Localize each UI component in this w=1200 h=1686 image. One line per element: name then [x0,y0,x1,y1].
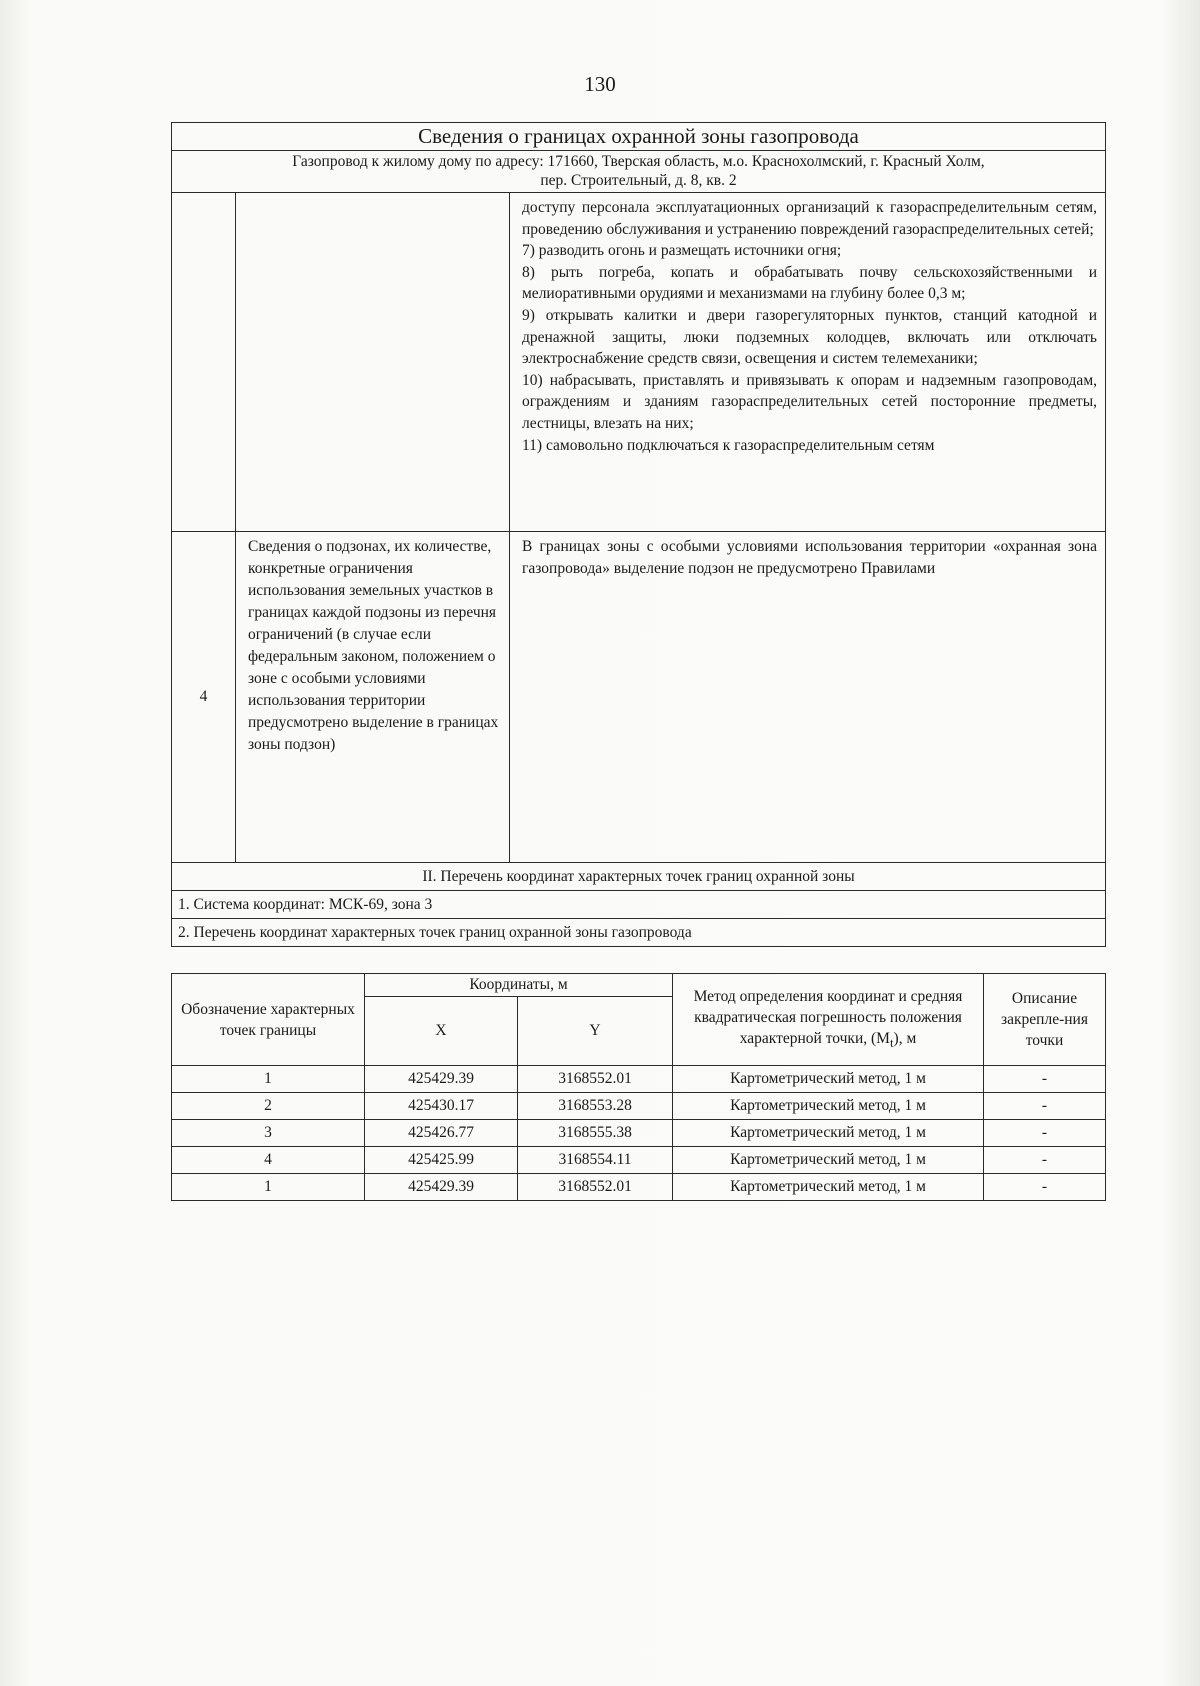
point-id: 1 [172,1174,365,1201]
table-row [172,1093,1106,1120]
page-number: 130 [584,72,616,96]
restrictions-row [172,193,1106,532]
point-method: Картометрический метод, 1 м [673,1093,984,1120]
method-header-tail: ), м [893,1029,917,1047]
point-description: - [984,1147,1106,1174]
point-description: - [984,1093,1106,1120]
method-header-subscript: t [889,1035,894,1051]
method-header-text: Метод определения координат и средняя квадратическая погрешность положения характерной точки, (M [693,987,963,1047]
subzones-row [172,532,1106,863]
table-title: Сведения о границах охранной зоны газопровода [172,123,1106,151]
restriction-item: 11) самовольно подключаться к газораспределительным сетям [522,436,935,454]
col-method-header [673,974,984,1066]
coordinate-system: 1. Система координат: МСК-69, зона 3 [172,891,1106,919]
col-y-header: Y [518,997,673,1066]
point-y: 3168552.01 [518,1174,673,1201]
coordinates-table [171,973,1106,1201]
subzones-label: Сведения о подзонах, их количестве, конкретные ограничения использования земельных участков в границах каждой подзоны из перечня ограничений (в случае если федеральным законом, положением о зоне с особыми условиями использования территории предусмотрено выделение в границах зоны подзон) [236,532,510,863]
point-description: - [984,1120,1106,1147]
table-row [172,1174,1106,1201]
subzones-text: В границах зоны с особыми условиями использования территории «охранная зона газопровода» выделение подзон не предусмотрено Правилами [510,532,1106,863]
restriction-item: 7) разводить огонь и размещать источники огня; [522,242,842,260]
point-description: - [984,1174,1106,1201]
table-row [172,1147,1106,1174]
restrictions-text-cell [510,193,1106,532]
col-description-header: Описание закрепле-ния точки [984,974,1106,1066]
point-x: 425429.39 [365,1174,518,1201]
point-id: 3 [172,1120,365,1147]
point-method: Картометрический метод, 1 м [673,1120,984,1147]
point-y: 3168552.01 [518,1066,673,1093]
point-x: 425425.99 [365,1147,518,1174]
table-row [172,1066,1106,1093]
point-y: 3168555.38 [518,1120,673,1147]
col-coords-header: Координаты, м [365,974,673,997]
row-number: 4 [172,532,236,863]
restrictions-num-cell [172,193,236,532]
restriction-item: доступу персонала эксплуатационных организаций к газораспределительным сетям, проведению обслуживания и устранению повреждений газораспределительных сетей; [522,199,1097,238]
zone-info-table [171,122,1106,947]
point-id: 1 [172,1066,365,1093]
point-x: 425430.17 [365,1093,518,1120]
point-y: 3168553.28 [518,1093,673,1120]
restriction-item: 10) набрасывать, приставлять и привязывать к опорам и надземным газопроводам, ограждениям и зданиям газораспределительных сетей посторонние предметы, лестницы, влезать на них; [522,371,1097,432]
col-x-header: X [365,997,518,1066]
object-address [172,151,1106,193]
restriction-item: 9) открывать калитки и двери газорегуляторных пунктов, станций катодной и дренажной защиты, люки подземных колодцев, включать или отключать электроснабжение средств связи, освещения и систем телемеханики; [522,306,1097,368]
col-designation-header: Обозначение характерных точек границы [172,974,365,1066]
point-y: 3168554.11 [518,1147,673,1174]
restriction-item: 8) рыть погреба, копать и обрабатывать почву сельскохозяйственными и мелиоративными орудиями и механизмами на глубину более 0,3 м; [522,263,1097,303]
point-x: 425426.77 [365,1120,518,1147]
point-method: Картометрический метод, 1 м [673,1066,984,1093]
restrictions-name-cell [236,193,510,532]
address-line-2: пер. Строительный, д. 8, кв. 2 [540,172,737,189]
point-x: 425429.39 [365,1066,518,1093]
point-id: 2 [172,1093,365,1120]
table-row [172,1120,1106,1147]
point-method: Картометрический метод, 1 м [673,1174,984,1201]
coordinate-list-title: 2. Перечень координат характерных точек границ охранной зоны газопровода [172,919,1106,947]
point-method: Картометрический метод, 1 м [673,1147,984,1174]
section-ii-title: II. Перечень координат характерных точек границ охранной зоны [172,863,1106,891]
point-description: - [984,1066,1106,1093]
address-line-1: Газопровод к жилому дому по адресу: 171660, Тверская область, м.о. Краснохолмский, г. Красный Холм, [292,153,985,170]
point-id: 4 [172,1147,365,1174]
